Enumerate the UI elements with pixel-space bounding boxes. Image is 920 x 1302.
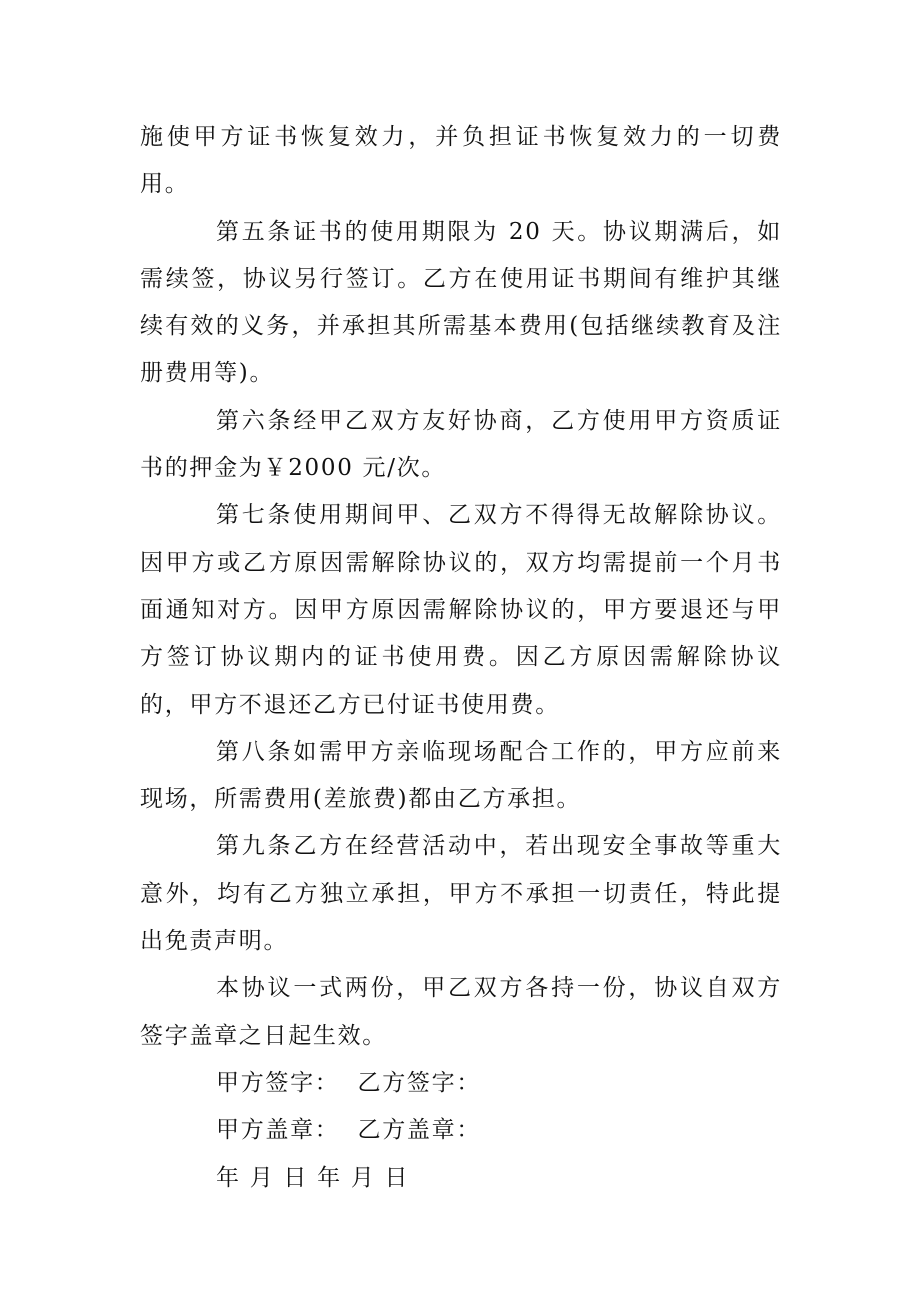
agreement-body: [140, 114, 782, 1202]
seal-line: 甲方盖章： 乙方盖章：: [216, 1117, 482, 1144]
paragraph-article-9: 第九条乙方在经营活动中，若出现安全事故等重大意外，均有乙方独立承担，甲方不承担一切责任，特此提出免责声明。: [140, 833, 782, 955]
paragraph-article-5: 第五条证书的使用期限为 20 天。协议期满后，如需续签，协议另行签订。乙方在使用证书期间有维护其继续有效的义务，并承担其所需基本费用(包括继续教育及注册费用等)。: [140, 218, 782, 387]
date-line: 年 月 日 年 月 日: [216, 1164, 410, 1191]
paragraph-article-8: 第八条如需甲方亲临现场配合工作的，甲方应前来现场，所需费用(差旅费)都由乙方承担。: [140, 738, 782, 813]
signature-line: 甲方签字： 乙方签字：: [216, 1069, 482, 1096]
paragraph-article-6: 第六条经甲乙双方友好协商，乙方使用甲方资质证书的押金为￥2000 元/次。: [140, 407, 782, 482]
paragraph-closing: 本协议一式两份，甲乙双方各持一份，协议自双方签字盖章之日起生效。: [140, 975, 782, 1049]
paragraph-article-7: 第七条使用期间甲、乙双方不得得无故解除协议。因甲方或乙方原因需解除协议的，双方均需提前一个月书面通知对方。因甲方原因需解除协议的，甲方要退还与甲方签订协议期内的证书使用费。因乙方原因需解除协议的，甲方不退还乙方已付证书使用费。: [140, 502, 782, 718]
paragraph-continuation: 施使甲方证书恢复效力，并负担证书恢复效力的一切费用。: [140, 124, 782, 198]
